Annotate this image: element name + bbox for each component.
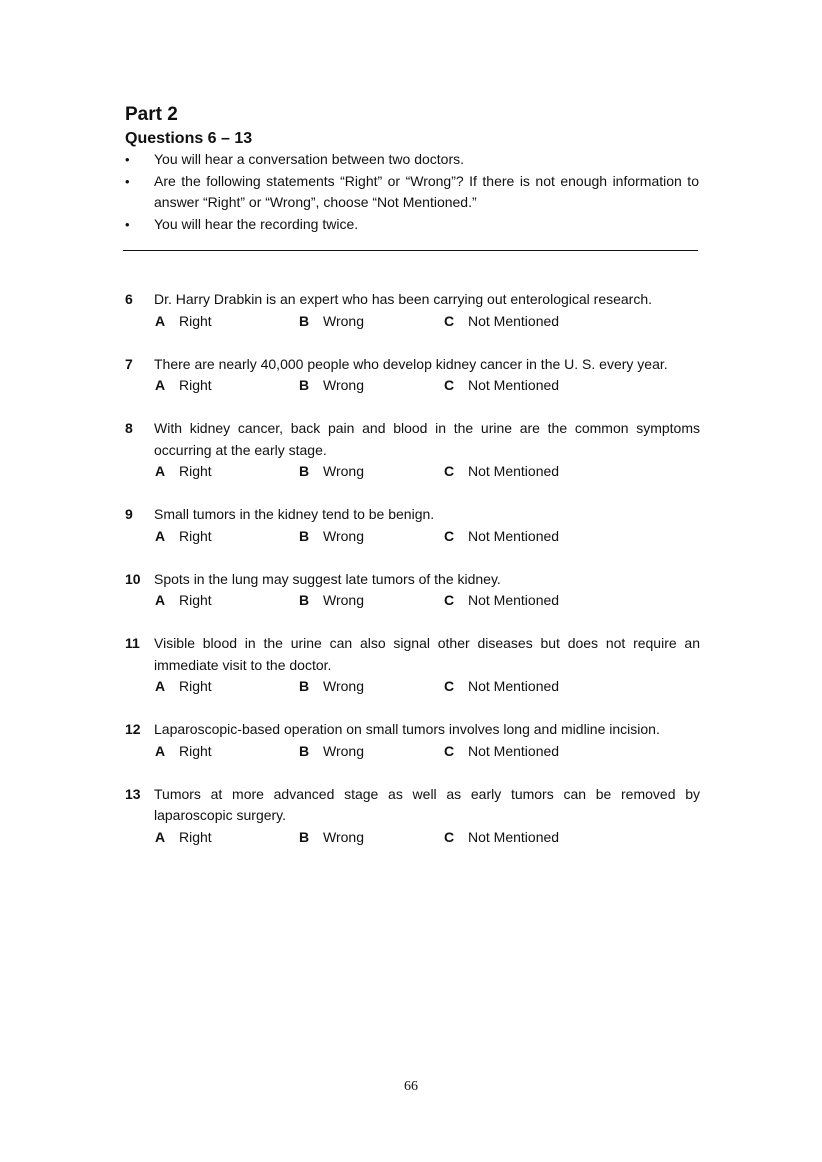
option-letter: C <box>444 463 455 479</box>
option-letter: A <box>155 742 166 759</box>
answer-options <box>155 375 700 397</box>
option-label: Wrong <box>323 828 364 845</box>
option-label: Wrong <box>323 463 364 479</box>
option-b[interactable] <box>299 311 364 333</box>
option-label: Right <box>179 592 212 608</box>
answer-options <box>155 461 700 483</box>
question-12 <box>125 719 700 762</box>
bullet-icon: • <box>125 216 130 232</box>
option-label: Wrong <box>323 312 364 329</box>
option-label: Wrong <box>323 592 364 608</box>
instruction-item <box>125 214 699 236</box>
option-label: Right <box>179 742 212 759</box>
option-a[interactable] <box>155 590 212 612</box>
option-a[interactable] <box>155 827 212 849</box>
option-letter: B <box>299 678 310 694</box>
option-letter: A <box>155 592 166 608</box>
option-letter: C <box>444 592 455 608</box>
option-letter: B <box>299 377 310 393</box>
option-letter: B <box>299 527 310 544</box>
option-label: Not Mentioned <box>468 377 560 393</box>
question-text: Dr. Harry Drabkin is an expert who has been carrying out enterological research. <box>154 291 653 307</box>
option-letter: C <box>444 678 455 694</box>
option-label: Not Mentioned <box>468 742 560 759</box>
option-c[interactable] <box>444 741 559 763</box>
page-number: 66 <box>404 1079 418 1094</box>
option-c[interactable] <box>444 311 559 333</box>
option-label: Wrong <box>323 377 364 393</box>
option-letter: B <box>299 463 310 479</box>
option-label: Not Mentioned <box>468 828 560 845</box>
instruction-text: Are the following statements “Right” or “Wrong”? If there is not enough information to answer “Right” or “Wrong”, choose “Not Mentioned.” <box>154 172 699 210</box>
section-divider <box>123 250 698 251</box>
option-b[interactable] <box>299 676 364 698</box>
question-text: Laparoscopic-based operation on small tumors involves long and midline incision. <box>154 721 660 737</box>
option-letter: A <box>155 377 166 393</box>
option-label: Right <box>179 312 212 329</box>
answer-options <box>155 311 700 333</box>
question-number: 7 <box>125 355 133 372</box>
option-c[interactable] <box>444 461 559 483</box>
option-label: Not Mentioned <box>468 463 560 479</box>
option-letter: C <box>444 377 455 393</box>
option-a[interactable] <box>155 461 212 483</box>
question-9 <box>125 504 700 547</box>
option-letter: A <box>155 463 166 479</box>
question-7 <box>125 354 700 397</box>
question-number: 13 <box>125 785 141 802</box>
question-number: 8 <box>125 420 133 436</box>
instruction-text: You will hear the recording twice. <box>154 215 359 232</box>
question-number: 12 <box>125 721 141 737</box>
option-b[interactable] <box>299 526 364 548</box>
option-b[interactable] <box>299 461 364 483</box>
option-label: Wrong <box>323 527 364 544</box>
answer-options <box>155 526 700 548</box>
option-c[interactable] <box>444 526 559 548</box>
instruction-text: You will hear a conversation between two doctors. <box>154 151 464 167</box>
question-number: 6 <box>125 291 133 307</box>
option-label: Not Mentioned <box>468 592 560 608</box>
option-c[interactable] <box>444 676 559 698</box>
option-label: Right <box>179 463 212 479</box>
question-6 <box>125 289 700 332</box>
option-label: Right <box>179 678 212 694</box>
bullet-icon: • <box>125 173 130 189</box>
option-letter: A <box>155 527 166 544</box>
bullet-icon: • <box>125 152 130 167</box>
instruction-item <box>125 149 699 171</box>
question-number: 10 <box>125 570 141 587</box>
option-label: Not Mentioned <box>468 312 560 329</box>
option-letter: B <box>299 828 310 845</box>
option-a[interactable] <box>155 311 212 333</box>
option-c[interactable] <box>444 375 559 397</box>
question-text: There are nearly 40,000 people who develop kidney cancer in the U. S. every year. <box>154 355 668 372</box>
question-text: Tumors at more advanced stage as well as early tumors can be removed by laparoscopic surgery. <box>154 785 700 823</box>
instructions-list <box>125 149 699 235</box>
option-c[interactable] <box>444 590 559 612</box>
option-letter: A <box>155 678 166 694</box>
question-text: Visible blood in the urine can also signal other diseases but does not require an immediate visit to the doctor. <box>154 635 700 673</box>
question-8 <box>125 418 700 483</box>
option-a[interactable] <box>155 375 212 397</box>
answer-options <box>155 741 700 763</box>
question-list <box>125 289 700 870</box>
option-b[interactable] <box>299 741 364 763</box>
option-letter: C <box>444 828 455 845</box>
option-letter: C <box>444 527 455 544</box>
answer-options <box>155 590 700 612</box>
option-b[interactable] <box>299 827 364 849</box>
option-b[interactable] <box>299 590 364 612</box>
question-text: Small tumors in the kidney tend to be benign. <box>154 506 435 522</box>
question-number: 9 <box>125 506 133 522</box>
option-letter: B <box>299 312 310 329</box>
option-label: Wrong <box>323 742 364 759</box>
option-label: Wrong <box>323 678 364 694</box>
question-10 <box>125 569 700 612</box>
option-letter: B <box>299 742 310 759</box>
instruction-item <box>125 171 699 214</box>
option-label: Not Mentioned <box>468 527 560 544</box>
option-label: Not Mentioned <box>468 678 560 694</box>
option-letter: A <box>155 312 166 329</box>
questions-range: Questions 6 – 13 <box>125 130 253 147</box>
option-a[interactable] <box>155 741 212 763</box>
option-a[interactable] <box>155 526 212 548</box>
question-number: 11 <box>125 635 140 651</box>
option-letter: C <box>444 742 455 759</box>
option-label: Right <box>179 377 212 393</box>
question-13 <box>125 784 700 849</box>
option-letter: C <box>444 312 455 329</box>
question-11 <box>125 633 700 698</box>
option-label: Right <box>179 828 212 845</box>
option-c[interactable] <box>444 827 559 849</box>
answer-options <box>155 827 700 849</box>
option-label: Right <box>179 527 212 544</box>
part-title: Part 2 <box>125 104 178 125</box>
option-b[interactable] <box>299 375 364 397</box>
question-text: With kidney cancer, back pain and blood in the urine are the common symptoms occurring at the early stage. <box>154 420 700 458</box>
option-a[interactable] <box>155 676 212 698</box>
option-letter: A <box>155 828 166 845</box>
question-text: Spots in the lung may suggest late tumors of the kidney. <box>154 570 501 587</box>
answer-options <box>155 676 700 698</box>
option-letter: B <box>299 592 310 608</box>
